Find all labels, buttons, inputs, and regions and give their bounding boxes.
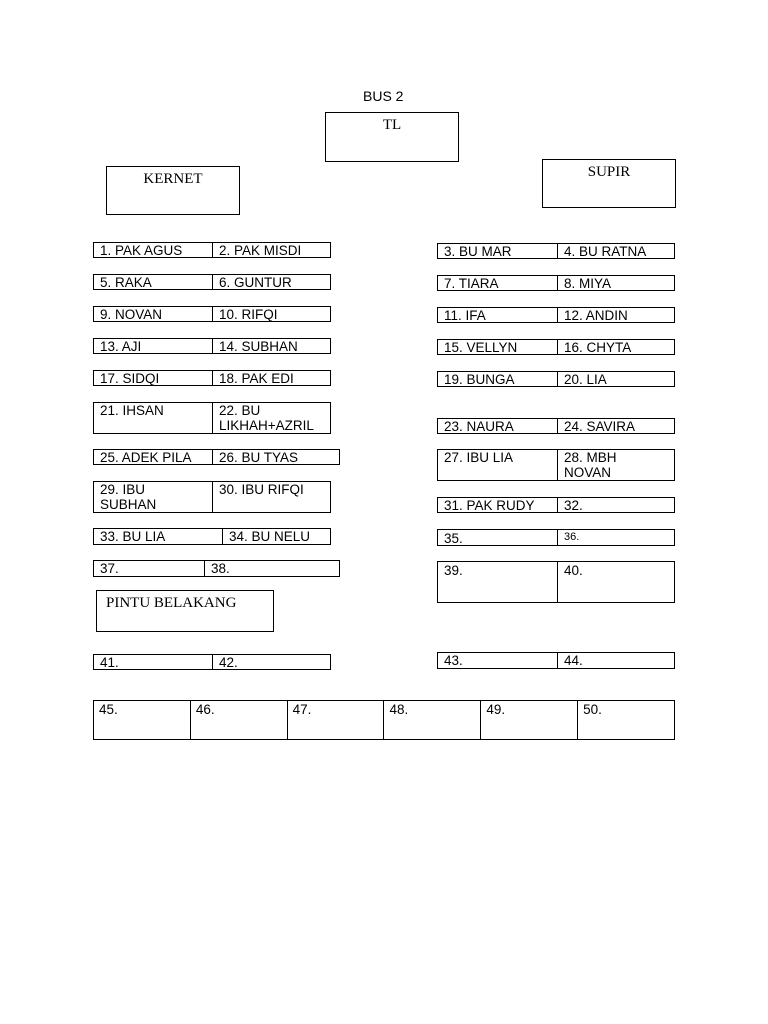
tl-box: TL — [325, 112, 459, 162]
seat-11: 11. IFA — [444, 308, 486, 322]
seat-27: 27. IBU LIA — [444, 450, 514, 465]
seat-14: 14. SUBHAN — [212, 339, 330, 353]
seat-20: 20. LIA — [557, 372, 674, 386]
page-title: BUS 2 — [363, 88, 404, 104]
pintu-belakang-box: PINTU BELAKANG — [96, 590, 274, 632]
seat-row-41-42 — [93, 654, 331, 670]
seat-row-43-44 — [437, 652, 675, 669]
seat-43: 43. — [444, 653, 463, 668]
seat-39: 39. — [444, 563, 463, 578]
seat-12: 12. ANDIN — [557, 308, 674, 322]
seat-row-7-8 — [437, 275, 675, 291]
seat-row-29-30 — [93, 481, 331, 513]
seat-38: 38. — [204, 561, 339, 576]
seat-7: 7. TIARA — [444, 276, 499, 290]
seat-16: 16. CHYTA — [557, 340, 674, 354]
seat-row-15-16 — [437, 339, 675, 355]
seat-46: 46. — [190, 701, 287, 739]
seat-row-27-28 — [437, 449, 675, 481]
seat-row-9-10 — [93, 306, 331, 322]
seat-13: 13. AJI — [100, 339, 142, 353]
seat-50: 50. — [577, 701, 674, 739]
seat-33: 33. BU LIA — [100, 529, 166, 544]
seat-17: 17. SIDQI — [100, 371, 160, 385]
seat-26: 26. BU TYAS — [212, 450, 339, 464]
seat-23: 23. NAURA — [444, 419, 514, 433]
seat-21: 21. IHSAN — [100, 403, 164, 418]
seat-row-5-6 — [93, 274, 331, 290]
seat-34: 34. BU NELU — [222, 529, 330, 544]
kernet-box: KERNET — [106, 166, 240, 215]
seat-32: 32. — [557, 498, 674, 512]
seat-row-1-2 — [93, 242, 331, 258]
seat-28: 28. MBH NOVAN — [557, 450, 674, 480]
seat-row-3-4 — [437, 243, 675, 259]
seat-2: 2. PAK MISDI — [212, 243, 330, 257]
seat-row-25-26 — [93, 449, 340, 465]
seat-row-35-36 — [437, 529, 675, 546]
seat-42: 42. — [212, 655, 330, 669]
seat-row-39-40 — [437, 561, 675, 603]
seat-5: 5. RAKA — [100, 275, 152, 289]
seat-row-13-14 — [93, 338, 331, 354]
seat-29: 29. IBU SUBHAN — [100, 482, 157, 512]
seat-35: 35. — [444, 531, 463, 545]
seat-row-21-22 — [93, 402, 331, 434]
seat-45: 45. — [99, 702, 118, 717]
seat-row-11-12 — [437, 307, 675, 323]
seat-row-19-20 — [437, 371, 675, 387]
seat-3: 3. BU MAR — [444, 244, 512, 258]
seat-40: 40. — [557, 562, 674, 602]
seat-24: 24. SAVIRA — [557, 419, 674, 433]
seat-10: 10. RIFQI — [212, 307, 330, 321]
seat-row-31-32 — [437, 497, 675, 513]
seat-row-17-18 — [93, 370, 331, 386]
seat-row-37-38 — [93, 560, 340, 577]
seat-1: 1. PAK AGUS — [100, 243, 183, 257]
seat-15: 15. VELLYN — [444, 340, 518, 354]
back-row-seats — [93, 700, 675, 740]
seat-44: 44. — [557, 653, 674, 668]
seat-31: 31. PAK RUDY — [444, 498, 535, 512]
seat-22: 22. BU LIKHAH+AZRIL — [212, 403, 330, 433]
seat-8: 8. MIYA — [557, 276, 674, 290]
seat-6: 6. GUNTUR — [212, 275, 330, 289]
seat-9: 9. NOVAN — [100, 307, 163, 321]
seat-30: 30. IBU RIFQI — [212, 482, 330, 512]
seat-4: 4. BU RATNA — [557, 244, 674, 258]
seat-36: 36. — [557, 530, 674, 545]
seat-48: 48. — [383, 701, 480, 739]
supir-box: SUPIR — [542, 159, 676, 208]
seat-49: 49. — [480, 701, 577, 739]
seat-25: 25. ADEK PILA — [100, 450, 192, 464]
seat-37: 37. — [100, 561, 119, 576]
seat-row-23-24 — [437, 418, 675, 434]
seat-row-33-34 — [93, 528, 331, 545]
seat-18: 18. PAK EDI — [212, 371, 330, 385]
seat-47: 47. — [287, 701, 384, 739]
seat-41: 41. — [100, 655, 119, 669]
seat-19: 19. BUNGA — [444, 372, 515, 386]
